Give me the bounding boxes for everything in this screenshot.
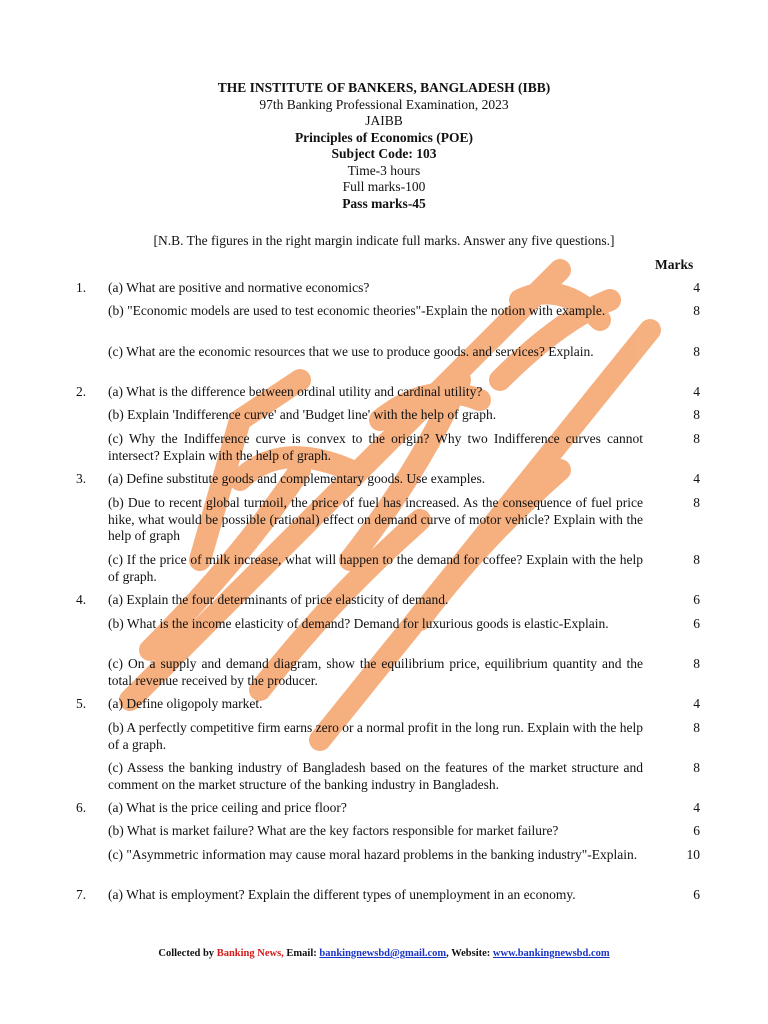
question-marks: 8 (693, 656, 700, 671)
footer-source-name: Banking News, (216, 948, 284, 959)
question-marks: 8 (693, 552, 700, 567)
footer-website-label: Website: (451, 948, 491, 959)
footer-email-link[interactable]: bankingnewsbd@gmail.com (319, 948, 447, 959)
question-text: (b) A perfectly competitive firm earns zero or a normal profit in the long run. Explain with the help of a graph. (108, 720, 643, 752)
marks-column-header: Marks (655, 257, 694, 272)
question-marks: 4 (693, 471, 700, 486)
question-text: (b) What is the income elasticity of demand? Demand for luxurious goods is elastic-Explain. (108, 616, 609, 631)
question-number: 1. (76, 280, 87, 295)
exam-header (0, 80, 768, 212)
footer-website-link[interactable]: www.bankingnewsbd.com (492, 948, 610, 959)
question-text: (c) Assess the banking industry of Bangladesh based on the features of the market structure and comment on the market structure of the banking industry in Bangladesh. (108, 760, 643, 792)
question-marks: 6 (693, 616, 700, 631)
footer-collected-label: Collected by (158, 948, 215, 959)
full-marks: Full marks-100 (342, 179, 426, 194)
question-marks: 6 (693, 823, 700, 838)
question-marks: 8 (693, 407, 700, 422)
question-marks: 4 (693, 800, 700, 815)
question-marks: 6 (693, 592, 700, 607)
question-marks: 8 (693, 431, 700, 446)
subject-code: Subject Code: 103 (331, 146, 437, 161)
exam-level: JAIBB (365, 113, 403, 128)
question-number: 7. (76, 887, 87, 902)
question-marks: 8 (693, 303, 700, 318)
question-number: 3. (76, 471, 87, 486)
question-text: (c) If the price of milk increase, what will happen to the demand for coffee? Explain with the help of graph. (108, 552, 643, 584)
question-text: (c) Why the Indifference curve is convex to the origin? Why two Indifference curves cannot intersect? Explain with the help of graph. (108, 431, 643, 463)
question-number: 4. (76, 592, 87, 607)
question-text: (a) What is the price ceiling and price floor? (108, 800, 347, 815)
time-allowed: Time-3 hours (347, 162, 421, 178)
pass-marks: Pass marks-45 (342, 195, 426, 211)
footer-email-label: Email: (286, 948, 317, 959)
question-marks: 8 (693, 344, 700, 359)
question-number: 2. (76, 384, 87, 399)
question-number: 5. (76, 696, 87, 711)
instructions-note: [N.B. The figures in the right margin indicate full marks. Answer any five questions.] (153, 233, 615, 248)
question-text: (a) What is employment? Explain the different types of unemployment in an economy. (108, 887, 576, 902)
question-marks: 8 (693, 495, 700, 510)
page-footer (0, 948, 768, 959)
question-text: (b) "Economic models are used to test economic theories"-Explain the notion with example. (108, 303, 606, 318)
question-text: (c) What are the economic resources that we use to produce goods. and services? Explain. (108, 344, 594, 359)
question-marks: 10 (686, 847, 700, 862)
question-text: (a) What are positive and normative economics? (108, 280, 370, 295)
question-text: (a) What is the difference between ordinal utility and cardinal utility? (108, 384, 483, 399)
subject-name: Principles of Economics (POE) (294, 129, 474, 145)
question-text: (b) Due to recent global turmoil, the price of fuel has increased. As the consequence of fuel price hike, what would be possible (rational) effect on demand curve of motor vehicle? Explain with the help of graph (108, 495, 643, 543)
question-text: (b) Explain 'Indifference curve' and 'Budget line' with the help of graph. (108, 407, 497, 422)
question-text: (c) On a supply and demand diagram, show the equilibrium price, equilibrium quantity and the total revenue received by the producer. (108, 656, 643, 688)
question-marks: 4 (693, 280, 700, 295)
question-text: (a) Define oligopoly market. (108, 696, 263, 711)
question-marks: 4 (693, 384, 700, 399)
question-marks: 8 (693, 720, 700, 735)
footer-separator: , (446, 948, 449, 959)
institute-title: THE INSTITUTE OF BANKERS, BANGLADESH (IBB) (217, 80, 551, 95)
exam-name: 97th Banking Professional Examination, 2023 (259, 96, 509, 112)
question-marks: 8 (693, 760, 700, 775)
question-text: (b) What is market failure? What are the key factors responsible for market failure? (108, 823, 559, 838)
question-number: 6. (76, 800, 87, 815)
question-text: (a) Define substitute goods and complementary goods. Use examples. (108, 471, 486, 486)
question-marks: 6 (693, 887, 700, 902)
question-text: (c) "Asymmetric information may cause moral hazard problems in the banking industry"-Explain. (108, 847, 638, 862)
question-text: (a) Explain the four determinants of price elasticity of demand. (108, 592, 449, 607)
question-marks: 4 (693, 696, 700, 711)
